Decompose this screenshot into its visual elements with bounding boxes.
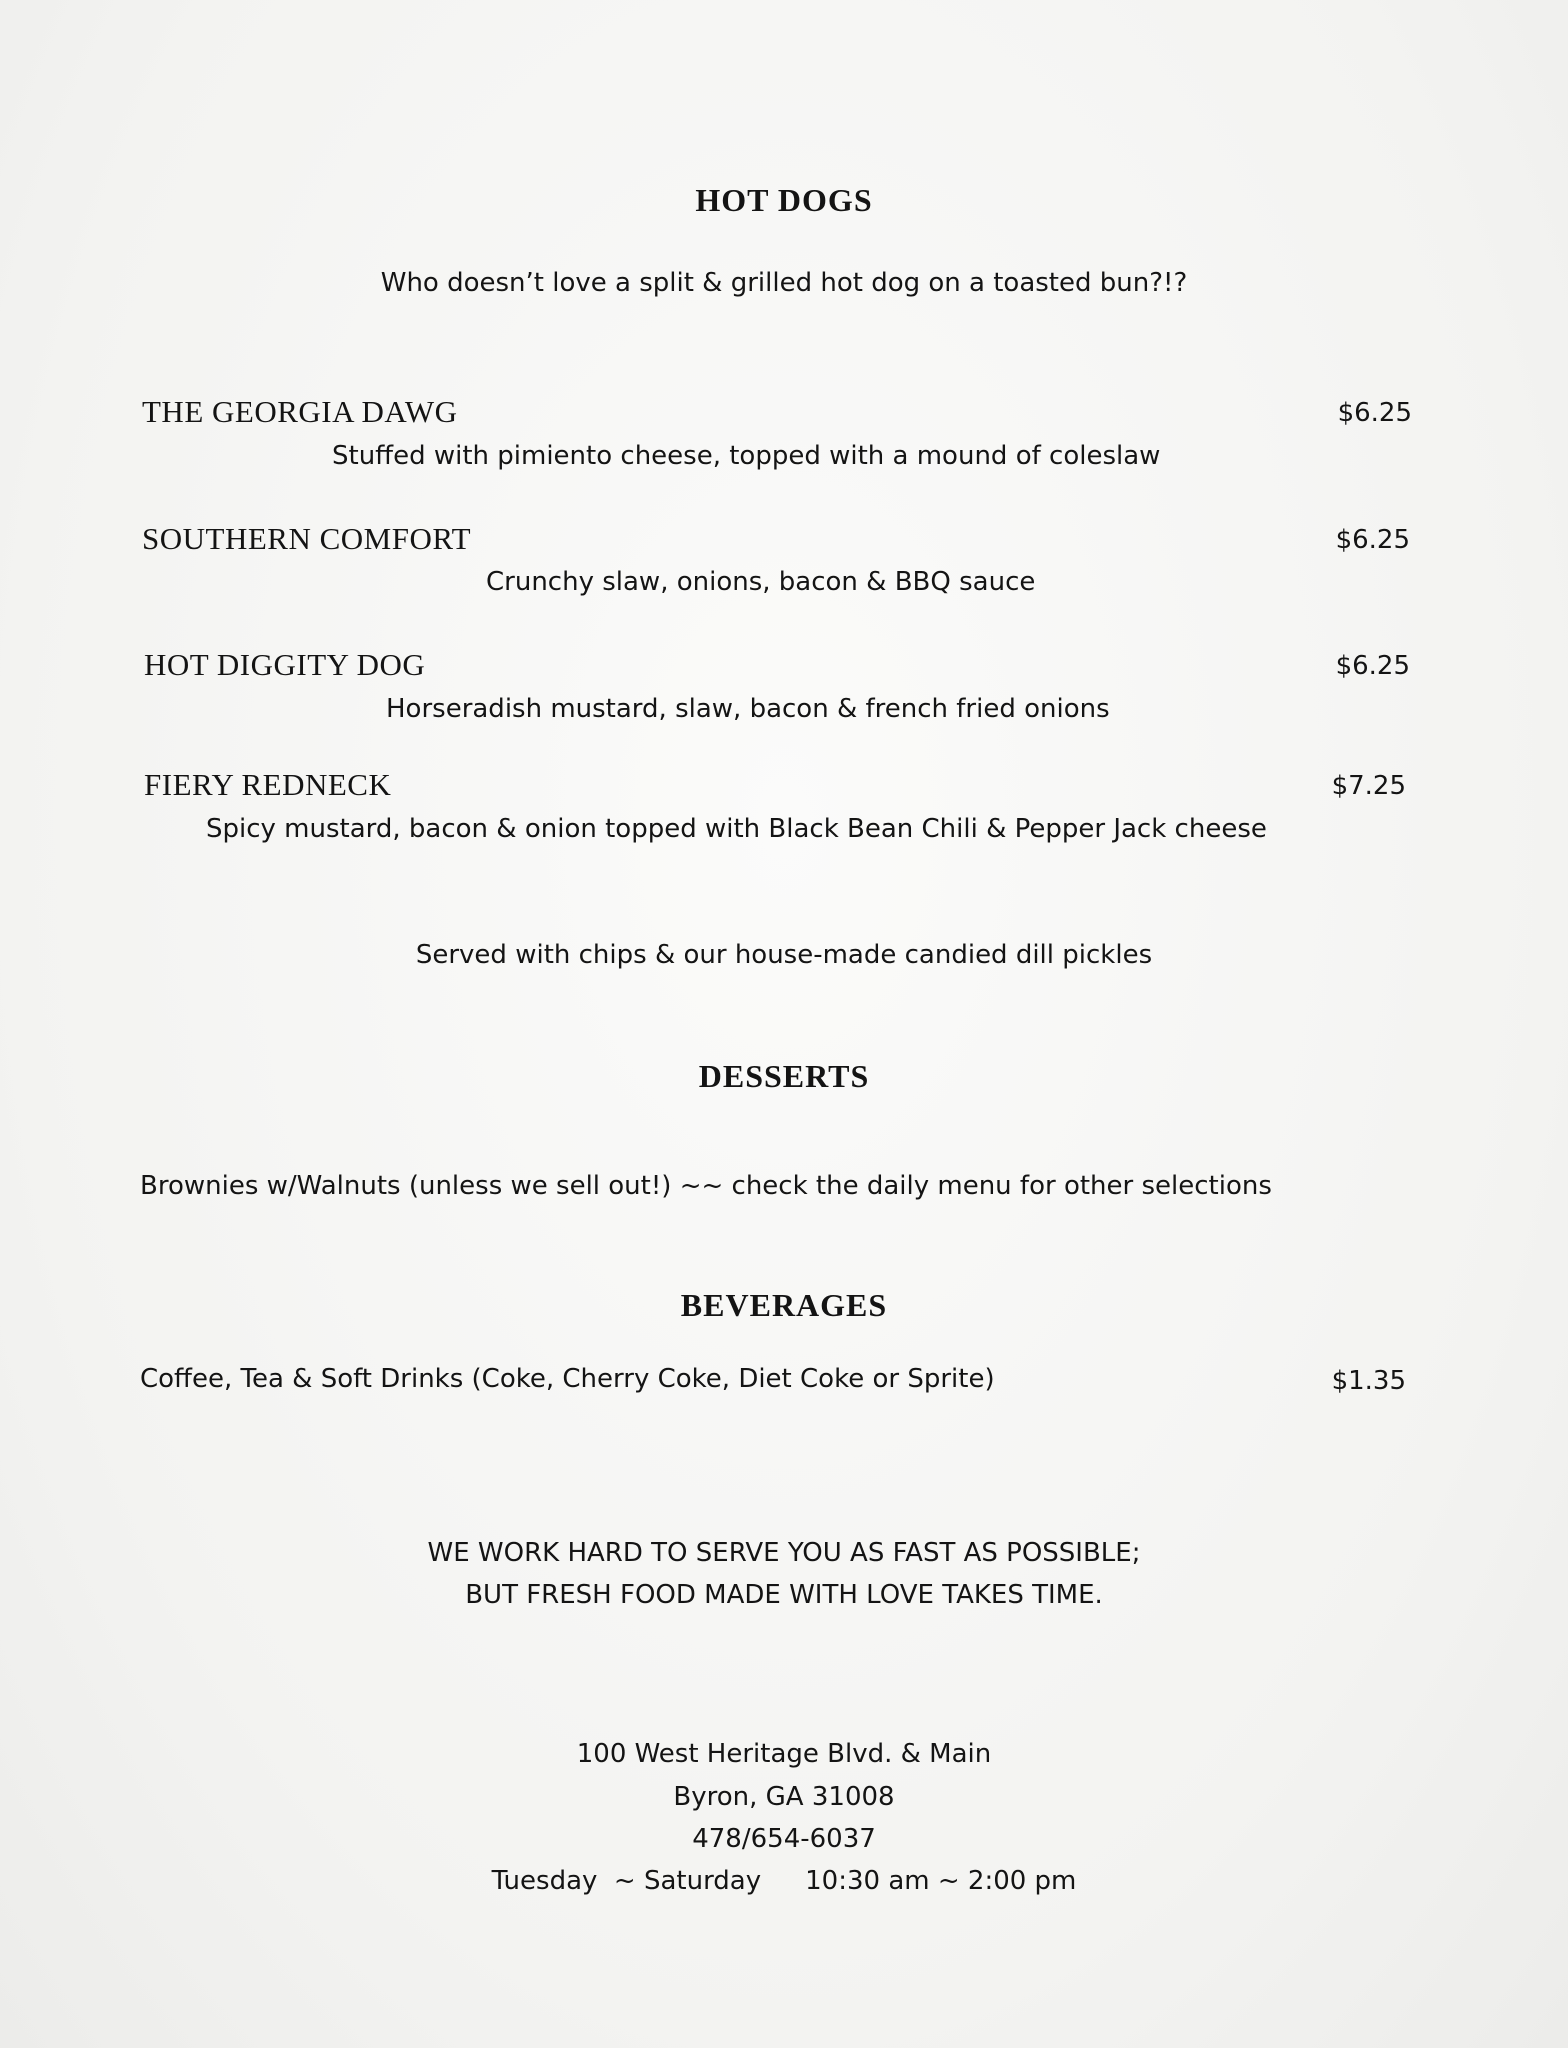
city-line: Byron, GA 31008 — [673, 1782, 895, 1812]
menu-item-name: HOT DIGGITY DOG — [144, 647, 426, 682]
hot-dogs-tagline: Who doesn’t love a split & grilled hot dog on a toasted bun?!? — [380, 268, 1188, 298]
beverages-item: Coffee, Tea & Soft Drinks (Coke, Cherry Coke, Diet Coke or Sprite) — [140, 1364, 995, 1394]
desserts-heading: DESSERTS — [698, 1058, 870, 1094]
menu-item-price: $7.25 — [1331, 771, 1406, 801]
notice-line-2: BUT FRESH FOOD MADE WITH LOVE TAKES TIME. — [465, 1580, 1103, 1610]
address-line: 100 West Heritage Blvd. & Main — [576, 1739, 992, 1769]
beverages-price: $1.35 — [1331, 1366, 1406, 1396]
hours-line — [0, 1866, 1568, 1896]
served-with-note: Served with chips & our house-made candied dill pickles — [415, 940, 1153, 970]
menu-item-price: $6.25 — [1337, 398, 1412, 428]
menu-item-description: Stuffed with pimiento cheese, topped with a mound of coleslaw — [332, 441, 1161, 471]
open-hours: 10:30 am ~ 2:00 pm — [805, 1866, 1077, 1896]
menu-item-name: SOUTHERN COMFORT — [142, 521, 472, 556]
menu-item-price: $6.25 — [1335, 651, 1410, 681]
hot-dogs-heading: HOT DOGS — [695, 182, 873, 218]
menu-item-description: Horseradish mustard, slaw, bacon & french fried onions — [386, 694, 1110, 724]
open-days: Tuesday ~ Saturday — [491, 1866, 762, 1896]
beverages-heading: BEVERAGES — [680, 1287, 888, 1323]
menu-item-name: THE GEORGIA DAWG — [142, 394, 458, 429]
notice-line-1: WE WORK HARD TO SERVE YOU AS FAST AS POSSIBLE; — [427, 1538, 1141, 1568]
desserts-text: Brownies w/Walnuts (unless we sell out!) ~~ check the daily menu for other selections — [140, 1171, 1272, 1201]
menu-item-description: Crunchy slaw, onions, bacon & BBQ sauce — [486, 567, 1036, 597]
phone-line: 478/654-6037 — [692, 1824, 876, 1854]
menu-item-name: FIERY REDNECK — [144, 767, 392, 802]
menu-item-price: $6.25 — [1335, 525, 1410, 555]
menu-item-description: Spicy mustard, bacon & onion topped with Black Bean Chili & Pepper Jack cheese — [206, 814, 1267, 844]
